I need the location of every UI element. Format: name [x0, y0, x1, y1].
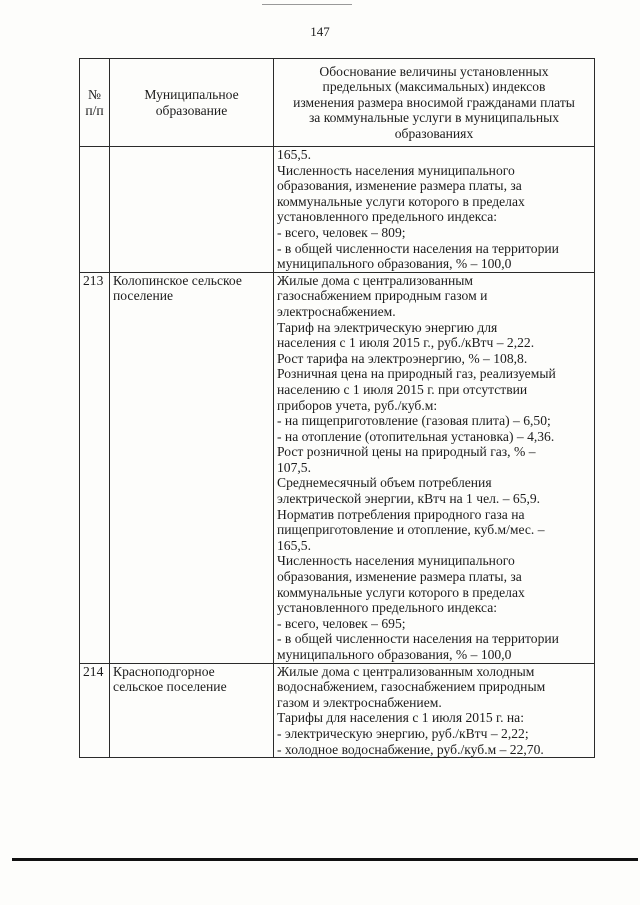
text-line: установленного предельного индекса:: [277, 209, 498, 225]
text-line: предельных (максимальных) индексов: [322, 79, 546, 95]
text-line: Тарифы для населения с 1 июля 2015 г. на:: [277, 710, 524, 726]
text-line: за коммунальные услуги в муниципальных: [308, 110, 560, 126]
text-line: приборов учета, руб./куб.м:: [277, 397, 438, 413]
text-line: населению с 1 июля 2015 г. при отсутствии: [277, 381, 528, 397]
table-row: [80, 663, 595, 758]
text-line: установленного предельного индекса:: [277, 600, 498, 616]
text-line: 165,5.: [277, 537, 311, 553]
text-line: электроснабжением.: [277, 303, 396, 319]
text-line: - на пищеприготовление (газовая плита) – 6,50;: [277, 413, 551, 429]
text-line: Рост розничной цены на природный газ, % –: [277, 444, 536, 460]
text-line: Численность населения муниципального: [277, 553, 515, 569]
header-municipality: [110, 59, 274, 147]
text-line: Численность населения муниципального: [277, 162, 515, 178]
cell-basis: [274, 272, 595, 663]
text-line: Жилые дома с централизованным холодным: [277, 663, 535, 679]
text-line: Рост тарифа на электроэнергию, % – 108,8.: [277, 350, 528, 366]
page-number: 147: [310, 24, 330, 39]
text-line: водоснабжением, газоснабжением природным: [277, 679, 546, 695]
text-line: - электрическую энергию, руб./кВтч – 2,22;: [277, 725, 529, 741]
cell-municipality: [110, 147, 274, 273]
cell-municipality: [110, 663, 274, 758]
text-line: - всего, человек – 809;: [277, 224, 406, 240]
municipal-index-table: [79, 58, 595, 758]
text-line: изменения размера вносимой гражданами платы: [293, 94, 575, 110]
text-line: поселение: [113, 288, 174, 304]
text-line: - холодное водоснабжение, руб./куб.м – 22,70.: [277, 741, 544, 757]
cell-basis: [274, 663, 595, 758]
table-row: [80, 272, 595, 663]
text-line: Жилые дома с централизованным: [277, 272, 473, 288]
text-line: 165,5.: [277, 147, 311, 162]
text-line: - всего, человек – 695;: [277, 615, 406, 631]
text-line: Муниципальное: [144, 86, 239, 102]
text-line: газоснабжением природным газом и: [277, 288, 488, 304]
text-line: Колопинское сельское: [113, 272, 242, 288]
text-line: образования, изменение размера платы, за: [277, 569, 522, 585]
text-line: образование: [155, 102, 228, 118]
text-line: - в общей численности населения на территории: [277, 631, 559, 647]
text-line: образования, изменение размера платы, за: [277, 178, 522, 194]
cell-municipality: [110, 272, 274, 663]
text-line: - на отопление (отопительная установка) – 4,36.: [277, 428, 555, 444]
cell-num: 213: [80, 272, 110, 663]
text-line: коммунальные услуги которого в пределах: [277, 193, 525, 209]
text-line: 107,5.: [277, 459, 311, 475]
text-line: Тариф на электрическую энергию для: [277, 319, 498, 335]
bottom-rule: [12, 858, 638, 861]
scan-artifact: [262, 4, 352, 5]
table-body: [80, 147, 595, 758]
text-line: образованиях: [394, 125, 474, 141]
text-line: Среднемесячный объем потребления: [277, 475, 492, 491]
text-line: пищеприготовление и отопление, куб.м/мес. –: [277, 522, 545, 538]
text-line: - в общей численности населения на территории: [277, 240, 559, 256]
text-line: №: [88, 86, 101, 102]
text-line: Розничная цена на природный газ, реализуемый: [277, 366, 556, 382]
text-line: населения с 1 июля 2015 г., руб./кВтч – 2,22.: [277, 335, 535, 351]
cell-num: [80, 147, 110, 273]
text-line: газом и электроснабжением.: [277, 694, 442, 710]
header-num: [80, 59, 110, 147]
table-header-row: [80, 59, 595, 147]
text-line: муниципального образования, % – 100,0: [277, 647, 512, 662]
text-line: электрической энергии, кВтч на 1 чел. – 65,9.: [277, 491, 541, 507]
text-line: коммунальные услуги которого в пределах: [277, 584, 525, 600]
table-row: [80, 147, 595, 273]
text-line: сельское поселение: [113, 679, 227, 695]
header-basis: [274, 59, 595, 147]
cell-basis: [274, 147, 595, 273]
text-line: муниципального образования, % – 100,0: [277, 256, 512, 272]
text-line: п/п: [85, 102, 104, 118]
text-line: Обоснование величины установленных: [319, 63, 549, 79]
text-line: Норматив потребления природного газа на: [277, 506, 525, 522]
text-line: Красноподгорное: [113, 663, 215, 679]
cell-num: 214: [80, 663, 110, 758]
